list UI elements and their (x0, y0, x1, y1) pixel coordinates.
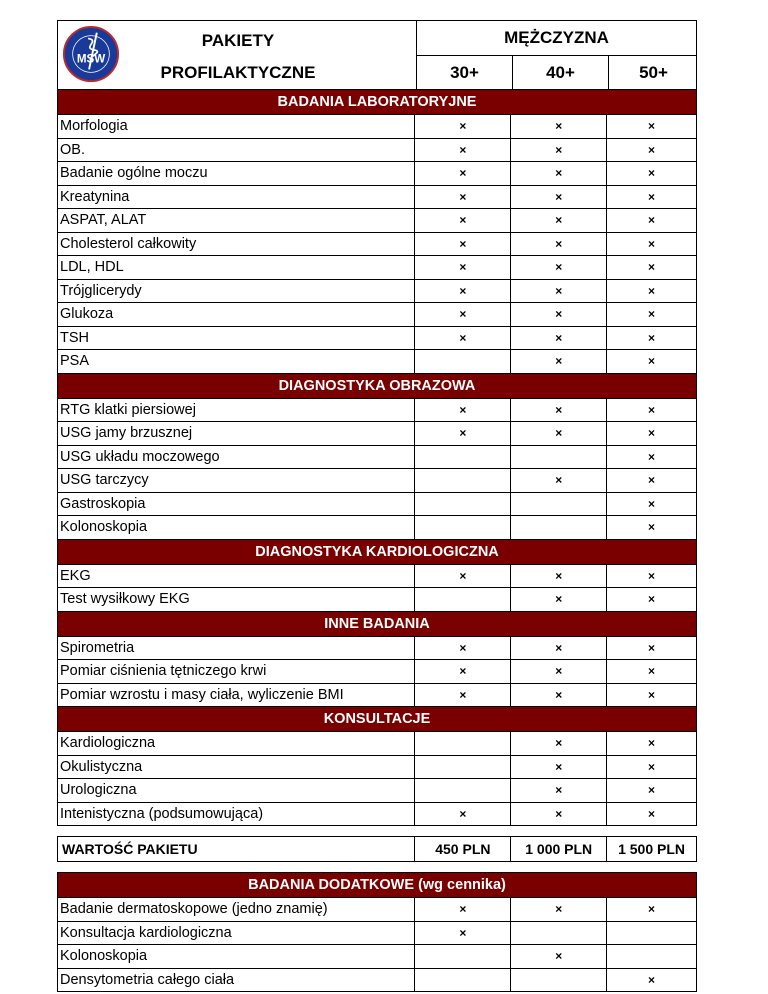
caduceus-logo-icon (62, 25, 120, 83)
table-row (57, 302, 697, 326)
table-row (57, 897, 697, 921)
included-mark: × (648, 902, 656, 916)
included-mark: × (511, 422, 607, 445)
table-row (57, 326, 697, 350)
included-mark: × (415, 303, 511, 326)
included-mark: × (511, 162, 607, 185)
included-mark: × (648, 449, 656, 464)
price-40: 1 000 PLN (511, 837, 607, 861)
age-header-50: 50+ (639, 63, 668, 82)
empty-cell (415, 945, 511, 968)
table-row (57, 161, 697, 185)
table-row (57, 445, 697, 469)
row-label: Trójglicerydy (58, 280, 415, 303)
included-mark: × (648, 664, 656, 678)
empty-cell (511, 969, 607, 992)
included-mark: × (648, 473, 656, 487)
included-mark: × (648, 806, 656, 821)
empty-cell (607, 945, 696, 968)
row-label: Kardiologiczna (58, 732, 415, 755)
table-row (57, 968, 697, 993)
included-mark: × (511, 945, 607, 968)
table-row (57, 564, 697, 588)
empty-cell (415, 779, 511, 802)
included-mark: × (511, 732, 607, 755)
included-mark: × (415, 565, 511, 588)
row-label: Intenistyczna (podsumowująca) (58, 803, 415, 826)
included-mark: × (648, 736, 656, 750)
included-mark: × (511, 327, 607, 350)
section-header-diagnostyka-kardiologiczna: DIAGNOSTYKA KARDIOLOGICZNA (57, 539, 697, 564)
empty-cell (415, 493, 511, 516)
empty-cell (415, 350, 511, 373)
row-label: LDL, HDL (58, 256, 415, 279)
row-label: Konsultacja kardiologiczna (58, 922, 415, 945)
included-mark: × (511, 684, 607, 707)
table-row (57, 731, 697, 755)
row-label: Glukoza (58, 303, 415, 326)
row-label: Okulistyczna (58, 756, 415, 779)
row-label: USG układu moczowego (58, 446, 415, 469)
table-row (57, 587, 697, 611)
included-mark: × (648, 142, 656, 157)
row-label: Pomiar wzrostu i masy ciała, wyliczenie BMI (58, 684, 415, 707)
section-header-badania-laboratoryjne: BADANIA LABORATORYJNE (57, 89, 697, 114)
included-mark: × (511, 350, 607, 373)
row-label: Gastroskopia (58, 493, 415, 516)
included-mark: × (511, 898, 607, 921)
included-mark: × (648, 592, 656, 606)
included-mark: × (415, 684, 511, 707)
included-mark: × (511, 399, 607, 422)
price-30: 450 PLN (415, 837, 511, 861)
included-mark: × (648, 307, 656, 321)
empty-cell (511, 922, 607, 945)
table-row (57, 208, 697, 232)
extra-section (57, 872, 697, 992)
included-mark: × (648, 402, 656, 417)
row-label: Morfologia (58, 115, 415, 138)
row-label: Urologiczna (58, 779, 415, 802)
row-label: PSA (58, 350, 415, 373)
section-header-konsultacje: KONSULTACJE (57, 706, 697, 731)
row-label: Pomiar ciśnienia tętniczego krwi (58, 660, 415, 683)
table-row (57, 138, 697, 162)
table-row (57, 398, 697, 422)
included-mark: × (511, 756, 607, 779)
included-mark: × (648, 640, 656, 655)
included-mark: × (415, 660, 511, 683)
table-row (57, 279, 697, 303)
included-mark: × (648, 236, 656, 251)
included-mark: × (415, 637, 511, 660)
included-mark: × (648, 354, 656, 368)
empty-cell (415, 469, 511, 492)
table-row (57, 114, 697, 138)
included-mark: × (415, 256, 511, 279)
empty-cell (607, 922, 696, 945)
package-price-row (57, 836, 697, 862)
empty-cell (511, 446, 607, 469)
empty-cell (415, 756, 511, 779)
empty-cell (415, 516, 511, 539)
empty-cell (511, 493, 607, 516)
included-mark: × (511, 186, 607, 209)
included-mark: × (511, 280, 607, 303)
row-label: Spirometria (58, 637, 415, 660)
empty-cell (415, 588, 511, 611)
included-mark: × (511, 779, 607, 802)
table-row (57, 778, 697, 802)
included-mark: × (648, 568, 656, 583)
row-label: USG tarczycy (58, 469, 415, 492)
empty-cell (415, 969, 511, 992)
age-header-40: 40+ (513, 56, 609, 89)
included-mark: × (511, 139, 607, 162)
table-row (57, 921, 697, 945)
row-label: EKG (58, 565, 415, 588)
included-mark: × (648, 520, 656, 534)
row-label: Badanie dermatoskopowe (jedno znamię) (58, 898, 415, 921)
table-row (57, 802, 697, 827)
row-label: Test wysiłkowy EKG (58, 588, 415, 611)
row-label: Kolonoskopia (58, 945, 415, 968)
included-mark: × (415, 327, 511, 350)
included-mark: × (511, 660, 607, 683)
empty-cell (415, 732, 511, 755)
title-line2: PROFILAKTYCZNE (160, 63, 316, 82)
title-line1: PAKIETY (201, 31, 275, 50)
table-row (57, 755, 697, 779)
included-mark: × (415, 898, 511, 921)
row-label: Badanie ogólne moczu (58, 162, 415, 185)
included-mark: × (648, 496, 656, 511)
table-row (57, 492, 697, 516)
gender-header: MĘŻCZYZNA (417, 21, 696, 56)
included-mark: × (415, 115, 511, 138)
table-row (57, 683, 697, 707)
section-header-diagnostyka-obrazowa: DIAGNOSTYKA OBRAZOWA (57, 373, 697, 398)
row-label: TSH (58, 327, 415, 350)
sections (57, 89, 697, 826)
included-mark: × (511, 115, 607, 138)
included-mark: × (648, 330, 656, 345)
included-mark: × (648, 759, 656, 774)
included-mark: × (415, 399, 511, 422)
included-mark: × (415, 186, 511, 209)
age-header-30: 30+ (417, 56, 513, 89)
included-mark: × (415, 422, 511, 445)
included-mark: × (648, 189, 656, 204)
row-label: Cholesterol całkowity (58, 233, 415, 256)
included-mark: × (511, 233, 607, 256)
included-mark: × (415, 139, 511, 162)
included-mark: × (511, 303, 607, 326)
price-50: 1 500 PLN (618, 841, 686, 857)
included-mark: × (648, 260, 656, 274)
included-mark: × (415, 233, 511, 256)
row-label: Kolonoskopia (58, 516, 415, 539)
included-mark: × (415, 280, 511, 303)
included-mark: × (415, 803, 511, 826)
price-table (57, 20, 697, 992)
included-mark: × (511, 209, 607, 232)
table-header (57, 20, 697, 89)
table-row (57, 468, 697, 492)
included-mark: × (511, 565, 607, 588)
included-mark: × (415, 162, 511, 185)
included-mark: × (648, 283, 656, 298)
table-row (57, 944, 697, 968)
table-row (57, 185, 697, 209)
included-mark: × (511, 637, 607, 660)
row-label: OB. (58, 139, 415, 162)
table-row (57, 515, 697, 539)
included-mark: × (511, 469, 607, 492)
header-title-cell (58, 21, 417, 89)
svg-text:MSW: MSW (76, 52, 106, 66)
package-price-label: WARTOŚĆ PAKIETU (58, 837, 415, 861)
included-mark: × (648, 972, 656, 987)
included-mark: × (648, 166, 656, 180)
included-mark: × (648, 783, 656, 797)
included-mark: × (648, 213, 656, 227)
empty-cell (415, 446, 511, 469)
included-mark: × (648, 687, 656, 702)
table-row (57, 349, 697, 373)
row-label: RTG klatki piersiowej (58, 399, 415, 422)
table-row (57, 232, 697, 256)
empty-cell (511, 516, 607, 539)
table-row (57, 255, 697, 279)
included-mark: × (511, 803, 607, 826)
included-mark: × (511, 588, 607, 611)
section-header-badania-dodatkowe-wg-cennika: BADANIA DODATKOWE (wg cennika) (57, 872, 697, 897)
included-mark: × (415, 922, 511, 945)
included-mark: × (648, 119, 656, 133)
row-label: Densytometria całego ciała (58, 969, 415, 992)
row-label: ASPAT, ALAT (58, 209, 415, 232)
table-row (57, 636, 697, 660)
section-header-inne-badania: INNE BADANIA (57, 611, 697, 636)
row-label: Kreatynina (58, 186, 415, 209)
included-mark: × (648, 426, 656, 440)
table-row (57, 421, 697, 445)
included-mark: × (415, 209, 511, 232)
row-label: USG jamy brzusznej (58, 422, 415, 445)
table-row (57, 659, 697, 683)
included-mark: × (511, 256, 607, 279)
